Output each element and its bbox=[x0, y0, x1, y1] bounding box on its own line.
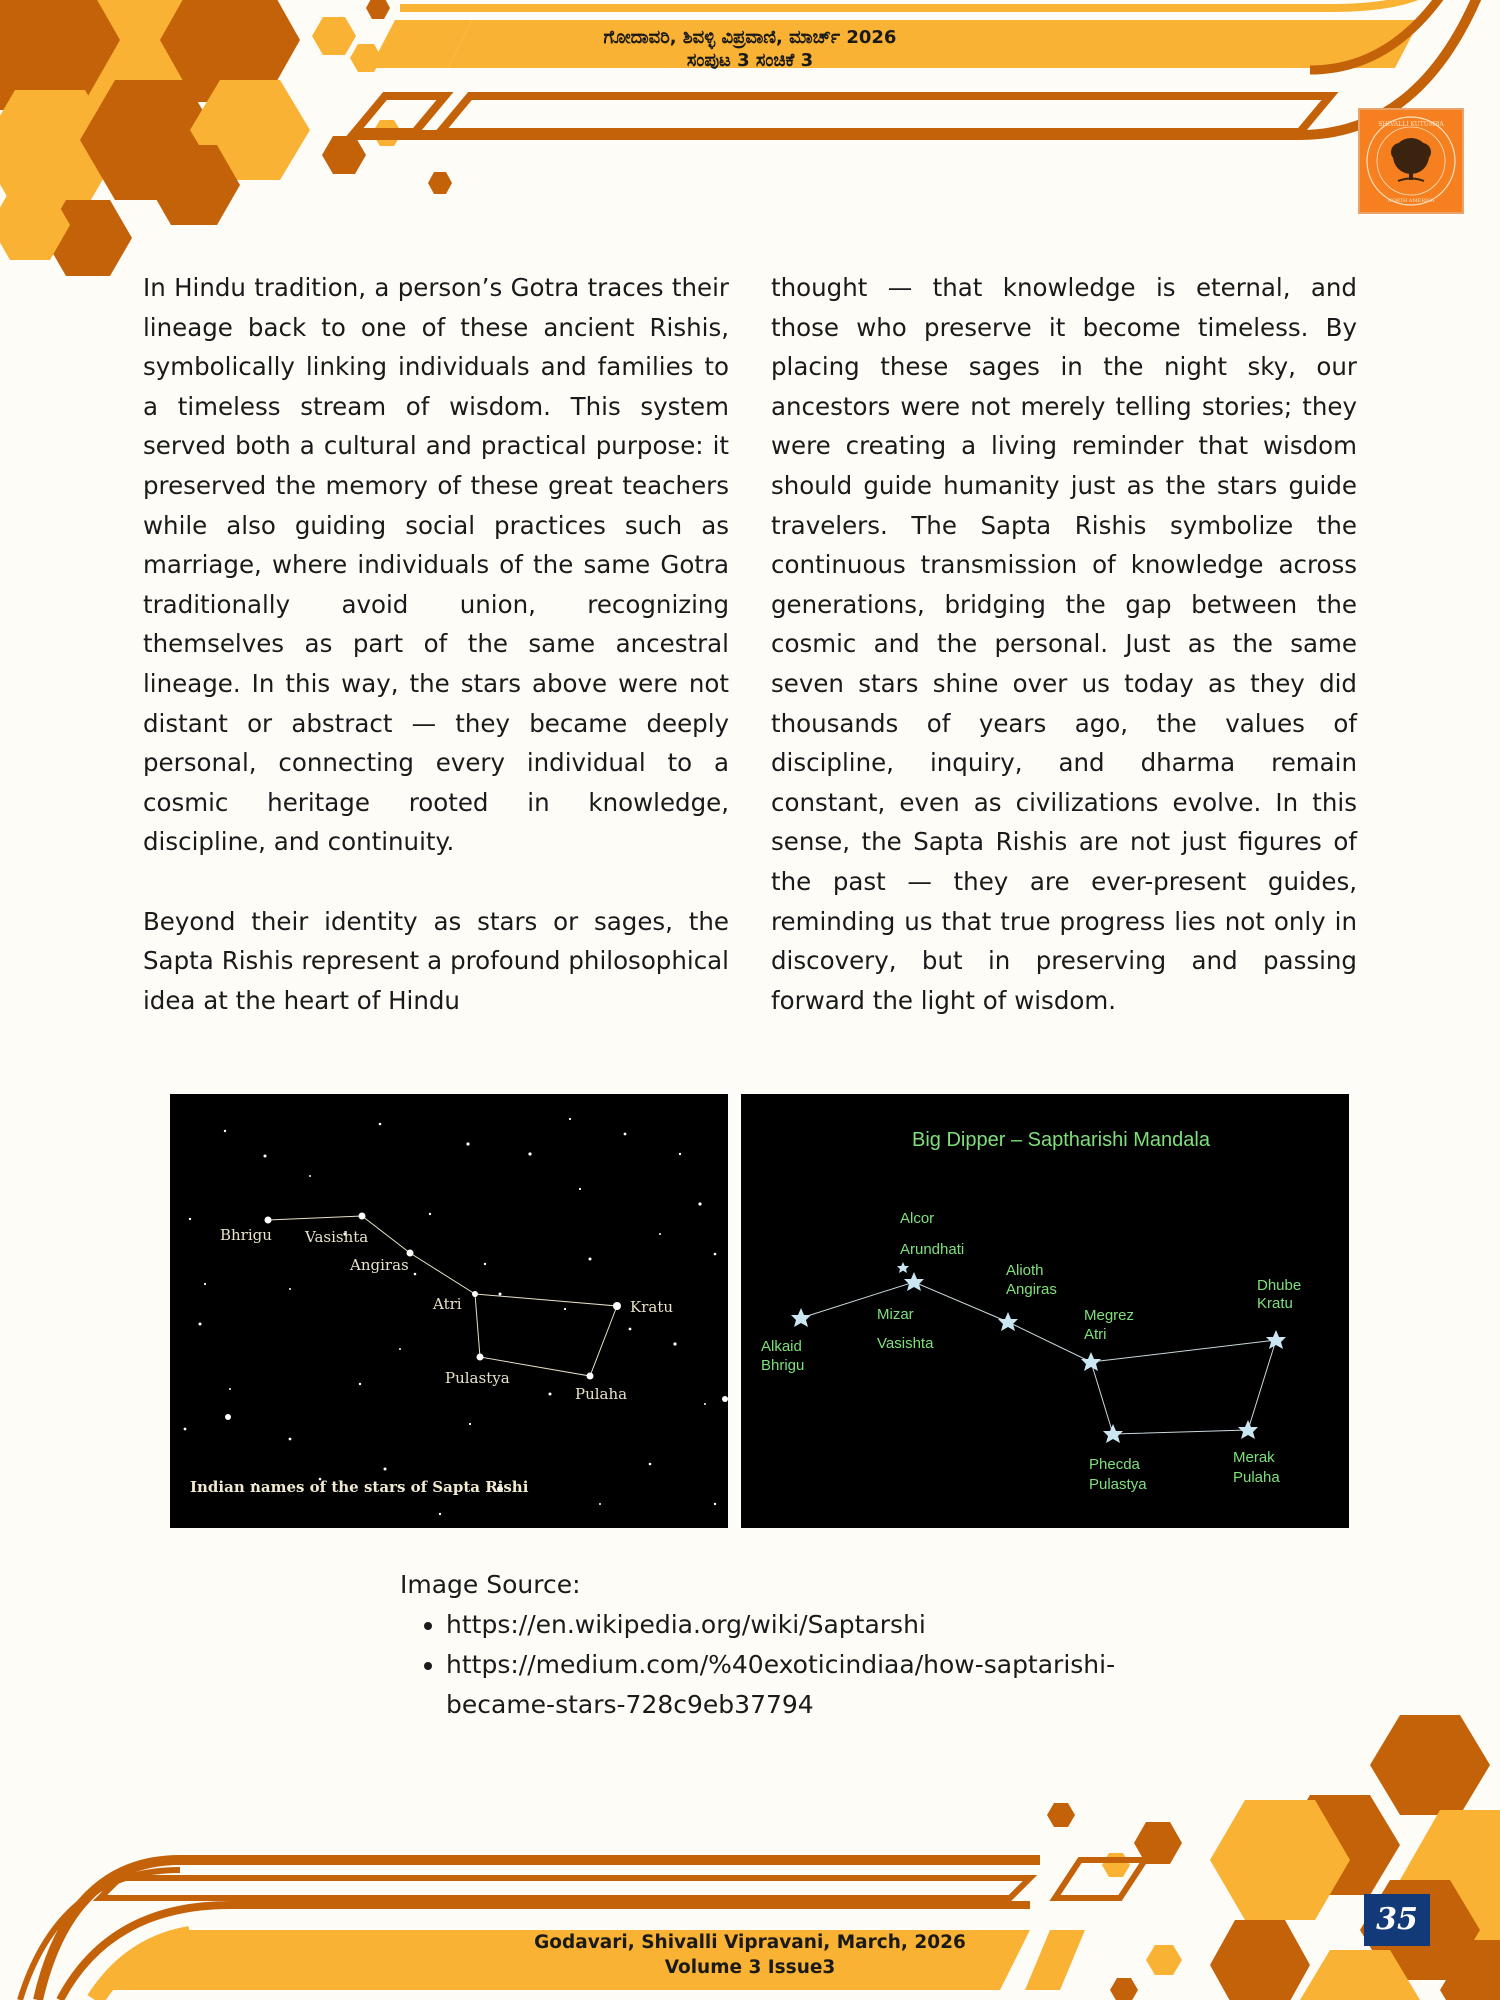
star-label-megrez: Megrez bbox=[1084, 1307, 1135, 1324]
star-label-bhrigu: Bhrigu bbox=[220, 1226, 272, 1244]
header-kannada-title: ಗೋದಾವರಿ, ಶಿವಳ್ಳಿ ವಿಪ್ರವಾಣಿ, ಮಾರ್ಚ್ 2026 bbox=[603, 27, 897, 48]
star-icon bbox=[1103, 1424, 1123, 1443]
star-label-atri: Atri bbox=[433, 1295, 462, 1313]
tree-emblem bbox=[1360, 110, 1462, 212]
article-left-column bbox=[143, 268, 729, 1020]
star-icon bbox=[1238, 1420, 1258, 1439]
image-source-heading: Image Source: bbox=[400, 1570, 581, 1599]
star-label-alcor: Alcor bbox=[900, 1210, 935, 1227]
footer-volume: Volume 3 Issue3 bbox=[664, 1957, 836, 1978]
header-kannada-volume: ಸಂಪುಟ 3 ಸಂಚಿಕೆ 3 bbox=[686, 50, 814, 71]
page-number-badge: 35 bbox=[1364, 1894, 1430, 1946]
star-label-angiras: Angiras bbox=[350, 1256, 409, 1274]
big-dipper-title: Big Dipper – Saptharishi Mandala bbox=[912, 1129, 1210, 1151]
article-paragraph: In Hindu tradition, a person’s Gotra traces their lineage back to one of these ancient Rishis, symbolically linking individuals and families to a timeless stream of wisdom. This system served both a cultural and practical purpose: it preserved the memory of these great teachers while also guiding social practices such as marriage, where individuals of the same Gotra traditionally avoid union, recognizing themselves as part of the same ancestral lineage. In this way, the stars above were not distant or abstract — they became deeply personal, connecting every individual to a cosmic heritage rooted in knowledge, discipline, and continuity. bbox=[143, 273, 729, 857]
article-paragraph: Beyond their identity as stars or sages, the Sapta Rishis represent a profound philosophical idea at the heart of Hindu bbox=[143, 906, 729, 1015]
article-paragraph: thought — that knowledge is eternal, and those who preserve it become timeless. By placing these sages in the night sky, our ancestors were not merely telling stories; they were creating a living reminder that wisdom should guide humanity just as the stars guide travelers. The Sapta Rishis symbolize the continuous transmission of knowledge across generations, bridging the gap between the cosmic and the personal. Just as the same seven stars shine over us today as they did thousands of years ago, the values of discipline, inquiry, and dharma remain constant, even as civilizations evolve. In this sense, the Sapta Rishis are not just figures of the past — they are ever-present guides, reminding us that true progress lies not only in discovery, but in preserving and passing forward the light of wisdom. bbox=[771, 273, 1357, 1015]
logo-arc-text: SHIVALLI KUTUMBA bbox=[1378, 121, 1444, 128]
shivalli-kutumba-logo bbox=[1358, 108, 1464, 214]
big-dipper-figure bbox=[741, 1094, 1349, 1528]
figure-caption: Indian names of the stars of Sapta Rishi bbox=[190, 1478, 529, 1496]
star-icon bbox=[1266, 1330, 1286, 1349]
star-icon bbox=[791, 1308, 811, 1327]
star-label-pulastya: Pulastya bbox=[445, 1369, 510, 1387]
star-label-kratu: Kratu bbox=[630, 1298, 674, 1316]
star-label-alkaid: Alkaid bbox=[761, 1338, 802, 1355]
star-label-pulaha: Pulaha bbox=[575, 1385, 628, 1403]
star-label-alioth: Alioth bbox=[1006, 1262, 1044, 1279]
logo-sub-text: NORTH AMERICA bbox=[1387, 198, 1435, 204]
star-label-merak: Merak bbox=[1233, 1449, 1275, 1466]
big-dipper-chart bbox=[741, 1094, 1349, 1528]
star-label-vasishta: Vasishta bbox=[305, 1228, 369, 1246]
star-label-dhube: Dhube bbox=[1257, 1277, 1302, 1294]
star-label-alkaid-rishi: Bhrigu bbox=[761, 1357, 805, 1374]
star-label-megrez-rishi: Atri bbox=[1084, 1326, 1107, 1343]
sapta-rishi-star-chart bbox=[170, 1094, 728, 1528]
star-label-phecda: Phecda bbox=[1089, 1456, 1140, 1473]
star-label-dhube-rishi: Kratu bbox=[1257, 1295, 1293, 1312]
image-source-link[interactable]: • https://medium.com/%40exoticindiaa/how-saptarishi-became-stars-728c9eb37794 bbox=[446, 1645, 1166, 1725]
article-right-column bbox=[771, 268, 1357, 1020]
star-icon bbox=[897, 1262, 909, 1273]
sapta-rishi-star-figure bbox=[170, 1094, 728, 1528]
star-label-phecda-rishi: Pulastya bbox=[1089, 1476, 1147, 1493]
image-source-link[interactable]: • https://en.wikipedia.org/wiki/Saptarshi bbox=[446, 1605, 1200, 1645]
background-stars bbox=[184, 1118, 728, 1515]
image-source-list bbox=[400, 1605, 1200, 1725]
star-icon bbox=[904, 1272, 924, 1291]
star-label-merak-rishi: Pulaha bbox=[1233, 1469, 1280, 1486]
star-label-mizar-rishi: Vasishta bbox=[877, 1335, 934, 1352]
star-icon bbox=[1081, 1352, 1101, 1371]
star-label-mizar: Mizar bbox=[877, 1306, 914, 1323]
big-dipper-lines bbox=[801, 1282, 1276, 1434]
footer-title: Godavari, Shivalli Vipravani, March, 2026 bbox=[534, 1932, 966, 1953]
star-label-arundhati: Arundhati bbox=[900, 1241, 965, 1258]
star-icon bbox=[998, 1312, 1018, 1331]
image-sources bbox=[400, 1565, 1200, 1725]
star-label-alioth-rishi: Angiras bbox=[1006, 1281, 1057, 1298]
